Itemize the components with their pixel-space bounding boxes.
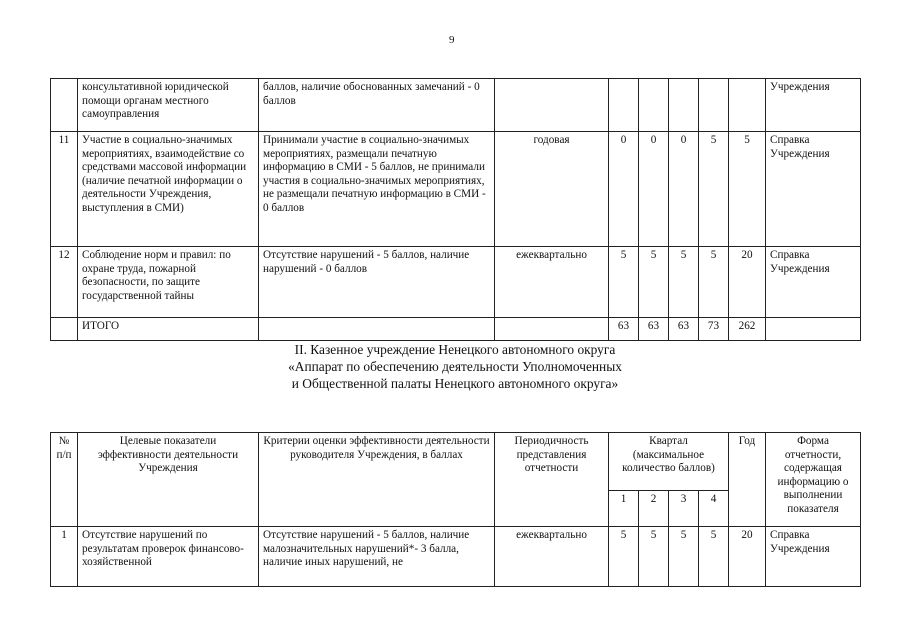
q1-total: 63 <box>609 318 639 341</box>
page-number: 9 <box>449 34 455 46</box>
header-period: Периодичность представления отчетности <box>495 433 609 527</box>
form-cell: Справка Учреждения <box>766 247 861 318</box>
criteria-cell: Принимали участие в социально-значимых мероприятиях, размещали печатную информацию в СМИ - 5 баллов, не принимали участия в социально-значимых мероприятиях, не размещали печатную информацию в СМИ - 0 баллов <box>259 132 495 247</box>
header-q3: 3 <box>669 491 699 527</box>
section-heading-line: II. Казенное учреждение Ненецкого автономного округа <box>294 342 616 357</box>
section-heading-line: «Аппарат по обеспечению деятельности Уполномоченных <box>288 359 622 374</box>
table-row <box>51 79 861 132</box>
year-total: 262 <box>729 318 766 341</box>
q1-cell: 5 <box>609 247 639 318</box>
table-row <box>51 247 861 318</box>
q4-total: 73 <box>699 318 729 341</box>
indicator-cell: Соблюдение норм и правил: по охране труда, пожарной безопасности, по защите государственной тайны <box>78 247 259 318</box>
year-cell: 20 <box>729 247 766 318</box>
indicator-cell: Участие в социально-значимых мероприятиях, взаимодействие со средствами массовой информации (наличие печатной информации о деятельности Учреждения, выступления в СМИ) <box>78 132 259 247</box>
total-label: ИТОГО <box>78 318 259 341</box>
q3-cell: 5 <box>669 527 699 587</box>
q1-cell <box>609 79 639 132</box>
header-quarter: Квартал (максимальное количество баллов) <box>609 433 729 491</box>
form-cell: Справка Учреждения <box>766 527 861 587</box>
form-cell: Справка Учреждения <box>766 132 861 247</box>
q3-cell <box>669 79 699 132</box>
header-q1: 1 <box>609 491 639 527</box>
row-number: 1 <box>51 527 78 587</box>
form-cell: Учреждения <box>766 79 861 132</box>
q4-cell: 5 <box>699 132 729 247</box>
q4-cell <box>699 79 729 132</box>
indicator-cell: консультативной юридической помощи органам местного самоуправления <box>78 79 259 132</box>
year-cell <box>729 79 766 132</box>
header-criteria: Критерии оценки эффективности деятельности руководителя Учреждения, в баллах <box>259 433 495 527</box>
header-num: № п/п <box>51 433 78 527</box>
header-year: Год <box>729 433 766 527</box>
q3-total: 63 <box>669 318 699 341</box>
q4-cell: 5 <box>699 527 729 587</box>
total-row <box>51 318 861 341</box>
q3-cell: 5 <box>669 247 699 318</box>
section-heading-line: и Общественной палаты Ненецкого автономного округа» <box>291 376 619 391</box>
table-row <box>51 527 861 587</box>
period-cell: ежеквартально <box>495 247 609 318</box>
header-row <box>51 433 861 491</box>
criteria-cell: Отсутствие нарушений - 5 баллов, наличие малозначительных нарушений*- 3 балла, наличие иных нарушений, не <box>259 527 495 587</box>
row-number: 12 <box>51 247 78 318</box>
row-number <box>51 318 78 341</box>
table-row <box>51 132 861 247</box>
q1-cell: 0 <box>609 132 639 247</box>
year-cell: 20 <box>729 527 766 587</box>
criteria-cell <box>259 318 495 341</box>
header-indicator: Целевые показатели эффективности деятельности Учреждения <box>78 433 259 527</box>
form-cell <box>766 318 861 341</box>
period-cell <box>495 79 609 132</box>
q1-cell: 5 <box>609 527 639 587</box>
year-cell: 5 <box>729 132 766 247</box>
q2-cell: 0 <box>639 132 669 247</box>
q2-total: 63 <box>639 318 669 341</box>
indicator-cell: Отсутствие нарушений по результатам проверок финансово-хозяйственной <box>78 527 259 587</box>
q2-cell: 5 <box>639 247 669 318</box>
period-cell: годовая <box>495 132 609 247</box>
header-q4: 4 <box>699 491 729 527</box>
q2-cell <box>639 79 669 132</box>
section-heading <box>150 341 760 392</box>
q2-cell: 5 <box>639 527 669 587</box>
header-form: Форма отчетности, содержащая информацию о выполнении показателя <box>766 433 861 527</box>
q4-cell: 5 <box>699 247 729 318</box>
row-number: 11 <box>51 132 78 247</box>
period-cell: ежеквартально <box>495 527 609 587</box>
criteria-cell: баллов, наличие обоснованных замечаний - 0 баллов <box>259 79 495 132</box>
performance-table <box>50 432 861 587</box>
row-number <box>51 79 78 132</box>
period-cell <box>495 318 609 341</box>
header-q2: 2 <box>639 491 669 527</box>
performance-table-continued <box>50 78 861 341</box>
q3-cell: 0 <box>669 132 699 247</box>
criteria-cell: Отсутствие нарушений - 5 баллов, наличие нарушений - 0 баллов <box>259 247 495 318</box>
